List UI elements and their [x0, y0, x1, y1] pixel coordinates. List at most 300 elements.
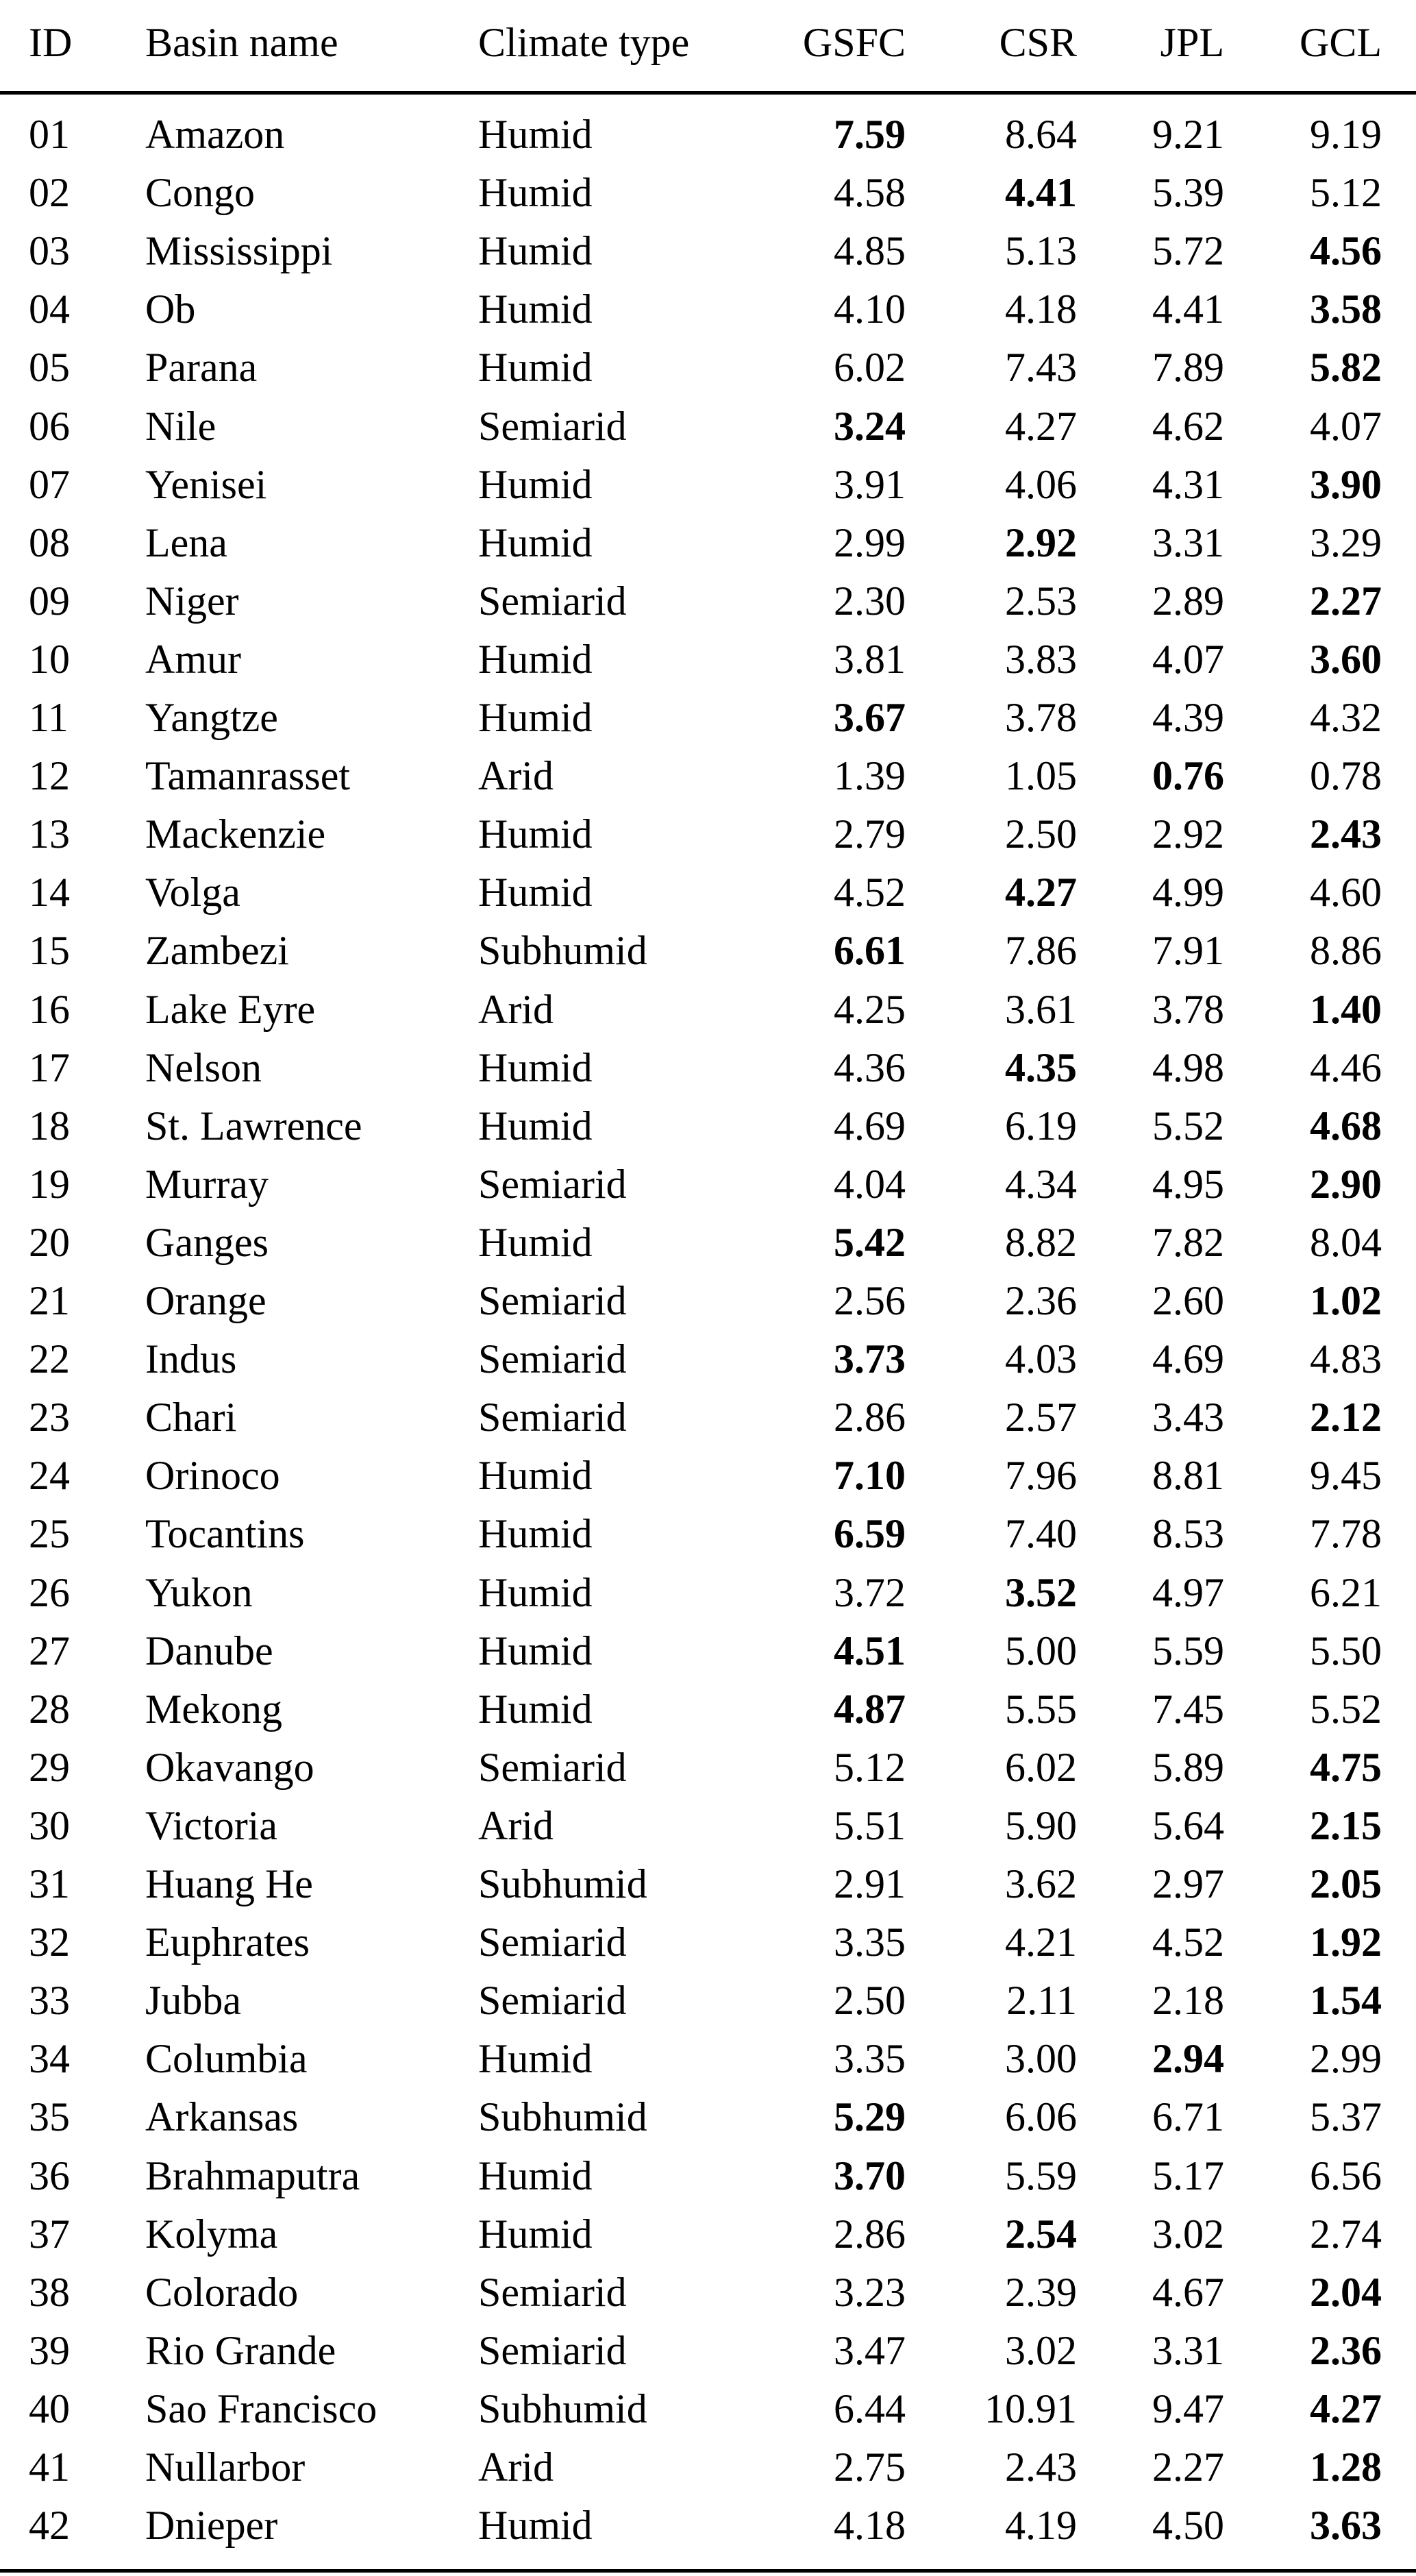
- cell-csr: 3.78: [1005, 695, 1077, 740]
- cell-gsfc: 3.24: [834, 403, 906, 449]
- cell-csr: 2.54: [1005, 2211, 1077, 2257]
- cell-gcl: 8.86: [1310, 928, 1382, 974]
- cell-csr: 8.82: [1005, 1219, 1077, 1265]
- cell-gcl: 2.43: [1310, 811, 1382, 857]
- cell-climate: Humid: [478, 636, 593, 682]
- table-row: [0, 1972, 1416, 2030]
- cell-csr: 3.00: [1005, 2036, 1077, 2082]
- cell-climate: Semiarid: [478, 578, 627, 624]
- cell-csr: 3.52: [1005, 1569, 1077, 1615]
- cell-climate: Semiarid: [478, 1395, 627, 1440]
- cell-gcl: 3.29: [1310, 519, 1382, 565]
- table-row: [0, 1564, 1416, 1622]
- cell-gsfc: 4.36: [834, 1044, 906, 1090]
- cell-gcl: 2.04: [1310, 2269, 1382, 2315]
- cell-gcl: 1.28: [1310, 2444, 1382, 2490]
- cell-name: Euphrates: [145, 1919, 310, 1965]
- cell-gsfc: 6.44: [834, 2385, 906, 2431]
- cell-jpl: 2.89: [1152, 578, 1224, 624]
- cell-name: Arkansas: [145, 2094, 299, 2140]
- cell-climate: Humid: [478, 1219, 593, 1265]
- cell-jpl: 4.97: [1152, 1569, 1224, 1615]
- cell-name: Ob: [145, 286, 196, 332]
- cell-gcl: 2.12: [1310, 1395, 1382, 1440]
- cell-jpl: 4.52: [1152, 1919, 1224, 1965]
- table-row: [0, 2264, 1416, 2322]
- cell-gsfc: 2.86: [834, 2211, 906, 2257]
- cell-gsfc: 3.70: [834, 2152, 906, 2198]
- cell-id: 15: [29, 928, 70, 974]
- table-row: [0, 280, 1416, 339]
- cell-csr: 3.62: [1005, 1861, 1077, 1906]
- cell-gsfc: 3.67: [834, 695, 906, 740]
- cell-name: Lake Eyre: [145, 986, 316, 1032]
- cell-climate: Semiarid: [478, 403, 627, 449]
- cell-csr: 2.43: [1005, 2444, 1077, 2490]
- table-row: [0, 1680, 1416, 1739]
- cell-jpl: 9.21: [1152, 112, 1224, 157]
- cell-jpl: 4.98: [1152, 1044, 1224, 1090]
- cell-jpl: 5.39: [1152, 170, 1224, 216]
- cell-gsfc: 4.25: [834, 986, 906, 1032]
- cell-climate: Semiarid: [478, 1919, 627, 1965]
- cell-climate: Humid: [478, 1569, 593, 1615]
- cell-gcl: 7.78: [1310, 1511, 1382, 1557]
- cell-gsfc: 3.72: [834, 1569, 906, 1615]
- table-row: [0, 863, 1416, 922]
- cell-climate: Humid: [478, 870, 593, 916]
- cell-name: Zambezi: [145, 928, 289, 974]
- cell-gcl: 6.56: [1310, 2152, 1382, 2198]
- cell-jpl: 8.81: [1152, 1453, 1224, 1499]
- cell-name: Nelson: [145, 1044, 262, 1090]
- table-row: [0, 164, 1416, 222]
- cell-csr: 5.55: [1005, 1686, 1077, 1732]
- cell-jpl: 7.89: [1152, 345, 1224, 391]
- cell-csr: 4.34: [1005, 1161, 1077, 1207]
- cell-jpl: 4.50: [1152, 2503, 1224, 2549]
- cell-gcl: 4.46: [1310, 1044, 1382, 1090]
- cell-csr: 6.19: [1005, 1103, 1077, 1149]
- cell-id: 20: [29, 1219, 70, 1265]
- cell-csr: 2.92: [1005, 519, 1077, 565]
- cell-name: Mekong: [145, 1686, 282, 1732]
- cell-jpl: 4.31: [1152, 461, 1224, 507]
- cell-csr: 2.36: [1005, 1278, 1077, 1323]
- cell-gcl: 3.63: [1310, 2503, 1382, 2549]
- cell-gsfc: 4.18: [834, 2503, 906, 2549]
- cell-name: Kolyma: [145, 2211, 278, 2257]
- table-row: [0, 981, 1416, 1039]
- cell-name: Okavango: [145, 1744, 314, 1790]
- table-row: [0, 514, 1416, 572]
- cell-climate: Semiarid: [478, 2269, 627, 2315]
- cell-id: 39: [29, 2327, 70, 2373]
- cell-gsfc: 5.12: [834, 1744, 906, 1790]
- cell-name: Lena: [145, 519, 227, 565]
- cell-gcl: 4.07: [1310, 403, 1382, 449]
- cell-jpl: 5.17: [1152, 2152, 1224, 2198]
- cell-climate: Humid: [478, 345, 593, 391]
- cell-gcl: 9.19: [1310, 112, 1382, 157]
- cell-name: Orinoco: [145, 1453, 280, 1499]
- table-row: [0, 1855, 1416, 1913]
- cell-name: Volga: [145, 870, 240, 916]
- cell-gsfc: 5.51: [834, 1802, 906, 1848]
- table-row: [0, 1447, 1416, 1505]
- cell-csr: 7.43: [1005, 345, 1077, 391]
- cell-climate: Subhumid: [478, 1861, 647, 1906]
- cell-gsfc: 3.35: [834, 2036, 906, 2082]
- header-csr: CSR: [999, 20, 1077, 65]
- table-row: [0, 572, 1416, 630]
- table-row: [0, 689, 1416, 747]
- cell-climate: Humid: [478, 228, 593, 274]
- cell-climate: Subhumid: [478, 928, 647, 974]
- cell-name: Colorado: [145, 2269, 299, 2315]
- cell-id: 10: [29, 636, 70, 682]
- cell-name: Yenisei: [145, 461, 267, 507]
- table-row: [0, 1622, 1416, 1680]
- cell-csr: 5.59: [1005, 2152, 1077, 2198]
- cell-climate: Humid: [478, 811, 593, 857]
- table-row: [0, 2322, 1416, 2380]
- cell-name: Mississippi: [145, 228, 333, 274]
- cell-id: 35: [29, 2094, 70, 2140]
- table-row: [0, 747, 1416, 805]
- cell-id: 08: [29, 519, 70, 565]
- cell-climate: Semiarid: [478, 1978, 627, 2024]
- cell-id: 40: [29, 2385, 70, 2431]
- cell-name: Ganges: [145, 1219, 269, 1265]
- table-row: [0, 2030, 1416, 2088]
- cell-gcl: 5.52: [1310, 1686, 1382, 1732]
- cell-id: 11: [29, 695, 69, 740]
- cell-gsfc: 2.50: [834, 1978, 906, 2024]
- cell-gcl: 3.90: [1310, 461, 1382, 507]
- cell-gsfc: 2.79: [834, 811, 906, 857]
- cell-jpl: 4.99: [1152, 870, 1224, 916]
- cell-jpl: 4.62: [1152, 403, 1224, 449]
- cell-climate: Arid: [478, 1802, 554, 1848]
- cell-climate: Humid: [478, 519, 593, 565]
- cell-jpl: 3.31: [1152, 2327, 1224, 2373]
- cell-name: Tocantins: [145, 1511, 305, 1557]
- cell-name: Jubba: [145, 1978, 241, 2024]
- cell-gsfc: 2.30: [834, 578, 906, 624]
- cell-id: 28: [29, 1686, 70, 1732]
- table-row: [0, 922, 1416, 980]
- cell-climate: Humid: [478, 1628, 593, 1673]
- cell-climate: Humid: [478, 112, 593, 157]
- cell-gcl: 5.37: [1310, 2094, 1382, 2140]
- cell-name: Yangtze: [145, 695, 278, 740]
- cell-gcl: 5.50: [1310, 1628, 1382, 1673]
- cell-jpl: 7.45: [1152, 1686, 1224, 1732]
- cell-csr: 7.40: [1005, 1511, 1077, 1557]
- cell-name: Congo: [145, 170, 256, 216]
- table-row: [0, 1039, 1416, 1097]
- cell-id: 03: [29, 228, 70, 274]
- table-row: [0, 2380, 1416, 2438]
- table-row: [0, 805, 1416, 863]
- cell-name: Danube: [145, 1628, 273, 1673]
- cell-id: 27: [29, 1628, 70, 1673]
- cell-climate: Humid: [478, 695, 593, 740]
- cell-climate: Arid: [478, 753, 554, 799]
- table-row: [0, 2438, 1416, 2497]
- cell-id: 24: [29, 1453, 70, 1499]
- cell-gsfc: 1.39: [834, 753, 906, 799]
- header-gcl: GCL: [1300, 20, 1382, 65]
- cell-gcl: 1.54: [1310, 1978, 1382, 2024]
- cell-name: Amazon: [145, 112, 285, 157]
- cell-gcl: 4.27: [1310, 2385, 1382, 2431]
- cell-gsfc: 2.75: [834, 2444, 906, 2490]
- cell-gcl: 2.36: [1310, 2327, 1382, 2373]
- cell-id: 14: [29, 870, 70, 916]
- cell-csr: 6.06: [1005, 2094, 1077, 2140]
- cell-gsfc: 4.51: [834, 1628, 906, 1673]
- cell-jpl: 4.67: [1152, 2269, 1224, 2315]
- cell-jpl: 4.07: [1152, 636, 1224, 682]
- cell-gsfc: 3.73: [834, 1336, 906, 1382]
- table-row: [0, 339, 1416, 397]
- cell-jpl: 3.31: [1152, 519, 1224, 565]
- cell-jpl: 2.18: [1152, 1978, 1224, 2024]
- cell-jpl: 0.76: [1152, 753, 1224, 799]
- table-row: [0, 1214, 1416, 1272]
- cell-gsfc: 3.91: [834, 461, 906, 507]
- table-row: [0, 1913, 1416, 1972]
- cell-id: 33: [29, 1978, 70, 2024]
- cell-id: 17: [29, 1044, 70, 1090]
- cell-csr: 2.39: [1005, 2269, 1077, 2315]
- cell-csr: 2.50: [1005, 811, 1077, 857]
- cell-name: Sao Francisco: [145, 2385, 377, 2431]
- cell-name: St. Lawrence: [145, 1103, 362, 1149]
- table-row: [0, 1330, 1416, 1388]
- cell-name: Murray: [145, 1161, 269, 1207]
- cell-name: Amur: [145, 636, 241, 682]
- cell-id: 36: [29, 2152, 70, 2198]
- cell-name: Rio Grande: [145, 2327, 336, 2373]
- cell-name: Niger: [145, 578, 239, 624]
- cell-id: 25: [29, 1511, 70, 1557]
- cell-csr: 3.02: [1005, 2327, 1077, 2373]
- cell-name: Columbia: [145, 2036, 308, 2082]
- cell-csr: 2.57: [1005, 1395, 1077, 1440]
- cell-climate: Arid: [478, 986, 554, 1032]
- cell-id: 29: [29, 1744, 70, 1790]
- cell-id: 02: [29, 170, 70, 216]
- cell-gcl: 5.82: [1310, 345, 1382, 391]
- cell-csr: 6.02: [1005, 1744, 1077, 1790]
- cell-id: 09: [29, 578, 70, 624]
- header-climate-type: Climate type: [478, 20, 690, 65]
- cell-climate: Humid: [478, 1686, 593, 1732]
- cell-id: 22: [29, 1336, 70, 1382]
- cell-gsfc: 2.56: [834, 1278, 906, 1323]
- cell-name: Parana: [145, 345, 258, 391]
- cell-name: Nile: [145, 403, 216, 449]
- cell-id: 26: [29, 1569, 70, 1615]
- cell-gcl: 2.27: [1310, 578, 1382, 624]
- table-row: [0, 2088, 1416, 2146]
- cell-climate: Humid: [478, 2211, 593, 2257]
- cell-csr: 4.18: [1005, 286, 1077, 332]
- cell-climate: Humid: [478, 2036, 593, 2082]
- cell-csr: 3.61: [1005, 986, 1077, 1032]
- cell-gcl: 2.90: [1310, 1161, 1382, 1207]
- cell-gcl: 4.60: [1310, 870, 1382, 916]
- cell-climate: Arid: [478, 2444, 554, 2490]
- header-basin-name: Basin name: [145, 20, 338, 65]
- header-rule: [0, 91, 1416, 95]
- cell-csr: 4.21: [1005, 1919, 1077, 1965]
- cell-gsfc: 4.85: [834, 228, 906, 274]
- cell-id: 38: [29, 2269, 70, 2315]
- cell-gsfc: 3.35: [834, 1919, 906, 1965]
- cell-name: Tamanrasset: [145, 753, 351, 799]
- cell-csr: 8.64: [1005, 112, 1077, 157]
- cell-climate: Semiarid: [478, 1278, 627, 1323]
- cell-id: 41: [29, 2444, 70, 2490]
- cell-gsfc: 4.87: [834, 1686, 906, 1732]
- cell-gcl: 4.75: [1310, 1744, 1382, 1790]
- cell-csr: 3.83: [1005, 636, 1077, 682]
- header-jpl: JPL: [1160, 20, 1224, 65]
- cell-jpl: 5.89: [1152, 1744, 1224, 1790]
- cell-name: Yukon: [145, 1569, 253, 1615]
- table-row: [0, 2147, 1416, 2205]
- table-row: [0, 1739, 1416, 1797]
- cell-gsfc: 5.29: [834, 2094, 906, 2140]
- cell-csr: 5.90: [1005, 1802, 1077, 1848]
- cell-gsfc: 7.10: [834, 1453, 906, 1499]
- table-row: [0, 2205, 1416, 2264]
- cell-jpl: 5.64: [1152, 1802, 1224, 1848]
- cell-gsfc: 4.52: [834, 870, 906, 916]
- cell-csr: 4.41: [1005, 170, 1077, 216]
- cell-gsfc: 3.47: [834, 2327, 906, 2373]
- cell-name: Orange: [145, 1278, 266, 1323]
- cell-id: 13: [29, 811, 70, 857]
- table-row: [0, 1388, 1416, 1447]
- cell-jpl: 2.94: [1152, 2036, 1224, 2082]
- cell-name: Indus: [145, 1336, 237, 1382]
- cell-jpl: 4.39: [1152, 695, 1224, 740]
- cell-jpl: 9.47: [1152, 2385, 1224, 2431]
- cell-jpl: 7.82: [1152, 1219, 1224, 1265]
- cell-climate: Semiarid: [478, 1336, 627, 1382]
- table-row: [0, 1097, 1416, 1155]
- cell-climate: Humid: [478, 1511, 593, 1557]
- cell-gcl: 3.60: [1310, 636, 1382, 682]
- cell-gcl: 9.45: [1310, 1453, 1382, 1499]
- table-row: [0, 397, 1416, 456]
- cell-gsfc: 4.69: [834, 1103, 906, 1149]
- cell-csr: 4.19: [1005, 2503, 1077, 2549]
- cell-id: 30: [29, 1802, 70, 1848]
- cell-csr: 7.96: [1005, 1453, 1077, 1499]
- cell-climate: Humid: [478, 2503, 593, 2549]
- cell-climate: Humid: [478, 1103, 593, 1149]
- cell-id: 31: [29, 1861, 70, 1906]
- table-row: [0, 456, 1416, 514]
- cell-id: 19: [29, 1161, 70, 1207]
- cell-csr: 5.00: [1005, 1628, 1077, 1673]
- cell-name: Victoria: [145, 1802, 277, 1848]
- cell-jpl: 7.91: [1152, 928, 1224, 974]
- table-row: [0, 1797, 1416, 1855]
- cell-csr: 5.13: [1005, 228, 1077, 274]
- cell-csr: 4.27: [1005, 870, 1077, 916]
- cell-gcl: 1.40: [1310, 986, 1382, 1032]
- cell-id: 06: [29, 403, 70, 449]
- cell-climate: Subhumid: [478, 2094, 647, 2140]
- cell-jpl: 4.69: [1152, 1336, 1224, 1382]
- cell-id: 42: [29, 2503, 70, 2549]
- table-row: [0, 1155, 1416, 1214]
- cell-climate: Semiarid: [478, 2327, 627, 2373]
- cell-name: Mackenzie: [145, 811, 326, 857]
- cell-csr: 4.03: [1005, 1336, 1077, 1382]
- cell-jpl: 4.41: [1152, 286, 1224, 332]
- cell-gcl: 4.68: [1310, 1103, 1382, 1149]
- cell-jpl: 5.59: [1152, 1628, 1224, 1673]
- table-row: [0, 106, 1416, 164]
- bottom-rule: [0, 2569, 1416, 2573]
- cell-climate: Humid: [478, 2152, 593, 2198]
- cell-jpl: 2.92: [1152, 811, 1224, 857]
- cell-id: 37: [29, 2211, 70, 2257]
- cell-gcl: 4.56: [1310, 228, 1382, 274]
- cell-gcl: 1.02: [1310, 1278, 1382, 1323]
- cell-id: 21: [29, 1278, 70, 1323]
- cell-id: 16: [29, 986, 70, 1032]
- cell-csr: 7.86: [1005, 928, 1077, 974]
- cell-climate: Humid: [478, 1453, 593, 1499]
- cell-gsfc: 2.86: [834, 1395, 906, 1440]
- cell-name: Nullarbor: [145, 2444, 306, 2490]
- cell-csr: 4.35: [1005, 1044, 1077, 1090]
- cell-id: 01: [29, 112, 70, 157]
- cell-jpl: 3.78: [1152, 986, 1224, 1032]
- table-row: [0, 2497, 1416, 2555]
- cell-csr: 4.27: [1005, 403, 1077, 449]
- cell-csr: 10.91: [984, 2385, 1077, 2431]
- cell-gsfc: 5.42: [834, 1219, 906, 1265]
- cell-gcl: 3.58: [1310, 286, 1382, 332]
- cell-gsfc: 4.58: [834, 170, 906, 216]
- cell-id: 23: [29, 1395, 70, 1440]
- cell-gcl: 2.15: [1310, 1802, 1382, 1848]
- cell-climate: Semiarid: [478, 1161, 627, 1207]
- cell-name: Chari: [145, 1395, 237, 1440]
- cell-jpl: 2.60: [1152, 1278, 1224, 1323]
- cell-name: Dnieper: [145, 2503, 278, 2549]
- cell-id: 04: [29, 286, 70, 332]
- cell-id: 34: [29, 2036, 70, 2082]
- cell-climate: Humid: [478, 461, 593, 507]
- cell-jpl: 2.97: [1152, 1861, 1224, 1906]
- cell-gcl: 2.05: [1310, 1861, 1382, 1906]
- cell-climate: Humid: [478, 1044, 593, 1090]
- cell-jpl: 3.02: [1152, 2211, 1224, 2257]
- cell-gcl: 5.12: [1310, 170, 1382, 216]
- cell-gsfc: 2.99: [834, 519, 906, 565]
